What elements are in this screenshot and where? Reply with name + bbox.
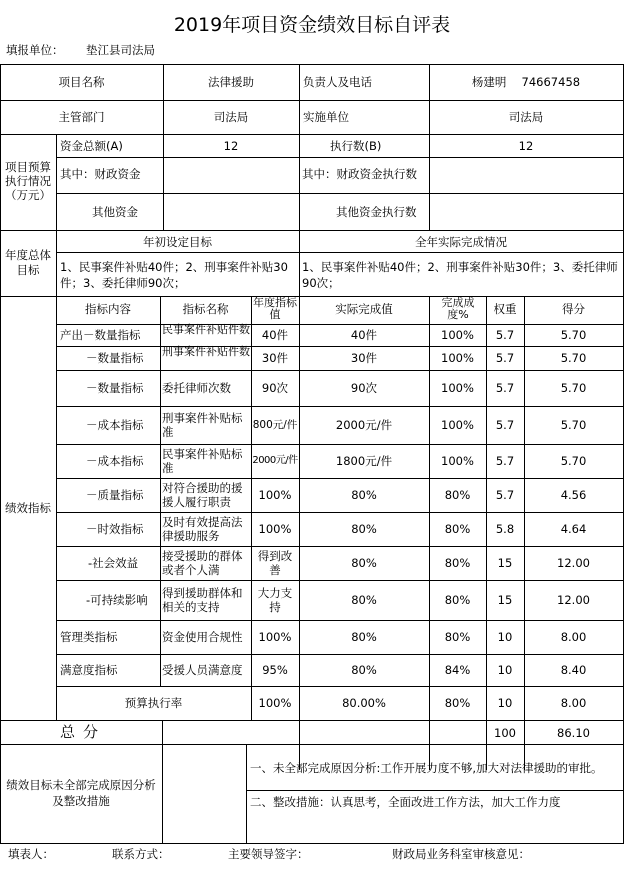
row-score: 5.70 — [560, 351, 587, 365]
row-name: 民事案件补贴标准 — [162, 447, 243, 475]
row-weight: 5.7 — [495, 381, 515, 395]
row-score: 5.70 — [560, 418, 587, 432]
row-annual: 得到改善 — [257, 549, 293, 577]
row-content: 预算执行率 — [124, 696, 183, 710]
row-score: 8.40 — [560, 663, 587, 677]
row-name: 对符合援助的援援人履行职责 — [162, 481, 243, 509]
footer-filler: 填表人： — [8, 847, 54, 861]
row-weight: 5.7 — [495, 454, 515, 468]
row-weight: 10 — [497, 663, 513, 677]
row-content: －成本指标 — [86, 454, 144, 468]
row-annual: 100% — [258, 630, 292, 644]
row-annual: 100% — [258, 488, 292, 502]
reason-measures: 二、整改措施：认真思考，全面改进工作方法，加大工作力度 — [250, 795, 561, 809]
annual-set-header: 年初设定目标 — [143, 235, 212, 249]
row-score: 5.70 — [560, 328, 587, 342]
row-content: 满意度指标 — [60, 663, 118, 677]
row-actual: 30件 — [350, 351, 378, 365]
responsible-label: 负责人及电话 — [303, 75, 372, 89]
row-score: 12.00 — [557, 593, 590, 607]
footer-contact: 联系方式： — [112, 847, 170, 861]
row-score: 8.00 — [560, 630, 587, 644]
total-funds-label: 资金总额(A) — [60, 139, 123, 153]
row-actual: 80% — [351, 488, 377, 502]
row-weight: 5.8 — [495, 522, 515, 536]
footer-leader: 主要领导签字： — [228, 847, 309, 861]
impl-value: 司法局 — [508, 110, 544, 124]
fiscal-exec-label: 其中：财政资金执行数 — [302, 167, 417, 181]
row-annual: 800元/件 — [252, 419, 298, 431]
row-rate: 80% — [444, 488, 471, 502]
row-content: -可持续影响 — [86, 593, 148, 607]
perf-section-label: 绩效指标 — [5, 501, 51, 515]
row-actual: 2000元/件 — [335, 418, 393, 432]
row-name: 刑事案件补贴标准 — [162, 411, 243, 439]
row-rate: 80% — [444, 630, 471, 644]
row-name: 接受援助的群体或者个人满 — [162, 549, 243, 577]
reason-analysis: 一、未全部完成原因分析:工作开展力度不够,加大对法律援助的审批。 — [250, 761, 603, 775]
row-rate: 100% — [441, 381, 474, 395]
row-actual: 80% — [351, 593, 377, 607]
row-score: 4.56 — [560, 488, 587, 502]
annual-section-label: 年度总体目标 — [5, 248, 51, 277]
row-score: 12.00 — [557, 556, 590, 570]
row-actual: 80% — [351, 522, 377, 536]
row-annual: 30件 — [261, 351, 289, 365]
row-weight: 10 — [497, 630, 513, 644]
row-actual: 80% — [351, 663, 377, 677]
row-weight: 15 — [497, 593, 513, 607]
row-annual: 95% — [262, 663, 288, 677]
row-name: 受援人员满意度 — [162, 663, 243, 677]
row-annual: 40件 — [261, 328, 289, 342]
row-rate: 100% — [441, 454, 474, 468]
row-annual: 90次 — [261, 381, 289, 395]
annual-actual-header: 全年实际完成情况 — [415, 235, 507, 249]
dept-label: 主管部门 — [58, 110, 105, 124]
row-name: 委托律师次数 — [162, 381, 231, 395]
row-rate: 80% — [444, 593, 471, 607]
total-funds-value: 12 — [223, 139, 239, 153]
total-weight: 100 — [494, 726, 516, 740]
exec-value: 12 — [518, 139, 534, 153]
row-actual: 90次 — [350, 381, 378, 395]
perf-header-weight: 权重 — [493, 302, 517, 316]
row-actual: 80.00% — [342, 696, 386, 710]
page-title: 2019年项目资金绩效目标自评表 — [173, 14, 451, 36]
row-name: 刑事案件补贴件数 — [162, 345, 250, 358]
row-score: 4.64 — [560, 522, 587, 536]
row-content: 产出－数量指标 — [60, 328, 141, 342]
row-content: -社会效益 — [88, 556, 139, 570]
row-annual: 100% — [258, 696, 292, 710]
row-content: －成本指标 — [86, 418, 144, 432]
row-score: 5.70 — [560, 454, 587, 468]
row-rate: 84% — [444, 663, 471, 677]
row-content: －数量指标 — [86, 381, 144, 395]
row-name: 资金使用合规性 — [162, 630, 243, 644]
row-rate: 80% — [444, 696, 471, 710]
perf-header-name: 指标名称 — [182, 302, 229, 316]
row-rate: 100% — [441, 418, 474, 432]
row-rate: 100% — [441, 328, 474, 342]
row-actual: 40件 — [350, 328, 378, 342]
row-weight: 5.7 — [495, 351, 515, 365]
row-name: 民事案件补贴件数 — [162, 323, 250, 336]
row-rate: 100% — [441, 351, 474, 365]
row-score: 5.70 — [560, 381, 587, 395]
row-rate: 80% — [444, 556, 471, 570]
reason-label: 绩效目标未全部完成原因分析及整改措施 — [6, 778, 156, 808]
perf-header-score: 得分 — [562, 302, 585, 316]
perf-header-annual: 年度指标值 — [253, 296, 297, 321]
row-name: 及时有效提高法律援助服务 — [162, 515, 243, 543]
row-content: －质量指标 — [86, 488, 144, 502]
row-content: 管理类指标 — [60, 630, 118, 644]
row-actual: 80% — [351, 556, 377, 570]
annual-set-text: 1、民事案件补贴40件；2、刑事案件补贴30件；3、委托律师90次； — [60, 260, 288, 290]
unit-label: 填报单位： — [6, 43, 64, 57]
perf-header-rate: 完成成度% — [441, 296, 475, 321]
responsible-value: 杨建明 74667458 — [471, 75, 581, 89]
exec-label: 执行数(B) — [330, 139, 382, 153]
row-annual: 100% — [258, 522, 292, 536]
row-annual: 大力支持 — [257, 586, 293, 614]
row-rate: 80% — [444, 522, 471, 536]
perf-header-content: 指标内容 — [85, 302, 131, 316]
row-weight: 5.7 — [495, 488, 515, 502]
footer-finance: 财政局业务科室审核意见： — [392, 847, 530, 861]
row-weight: 10 — [497, 696, 513, 710]
row-content: －数量指标 — [86, 351, 144, 365]
row-name: 得到援助群体和相关的支持 — [162, 586, 243, 614]
row-actual: 80% — [351, 630, 377, 644]
unit-value: 垫江县司法局 — [86, 43, 155, 57]
row-annual: 2000元/件 — [252, 455, 298, 466]
row-weight: 5.7 — [495, 328, 515, 342]
other-funds-label: 其他资金 — [92, 205, 138, 219]
row-content: －时效指标 — [86, 522, 144, 536]
annual-actual-text: 1、民事案件补贴40件；2、刑事案件补贴30件；3、委托律师90次； — [302, 260, 618, 290]
fiscal-funds-label: 其中：财政资金 — [60, 167, 141, 181]
row-weight: 5.7 — [495, 418, 515, 432]
total-label: 总分 — [60, 723, 107, 741]
row-actual: 1800元/件 — [335, 454, 393, 468]
perf-header-actual: 实际完成值 — [335, 302, 393, 316]
total-score: 86.10 — [557, 726, 590, 740]
project-name-value: 法律援助 — [208, 75, 254, 89]
row-weight: 15 — [497, 556, 513, 570]
project-name-label: 项目名称 — [58, 75, 105, 89]
other-exec-label: 其他资金执行数 — [336, 205, 417, 219]
dept-value: 司法局 — [213, 110, 249, 124]
row-score: 8.00 — [560, 696, 587, 710]
budget-section-label: 项目预算执行情况（万元） — [5, 160, 51, 202]
impl-label: 实施单位 — [303, 110, 349, 124]
